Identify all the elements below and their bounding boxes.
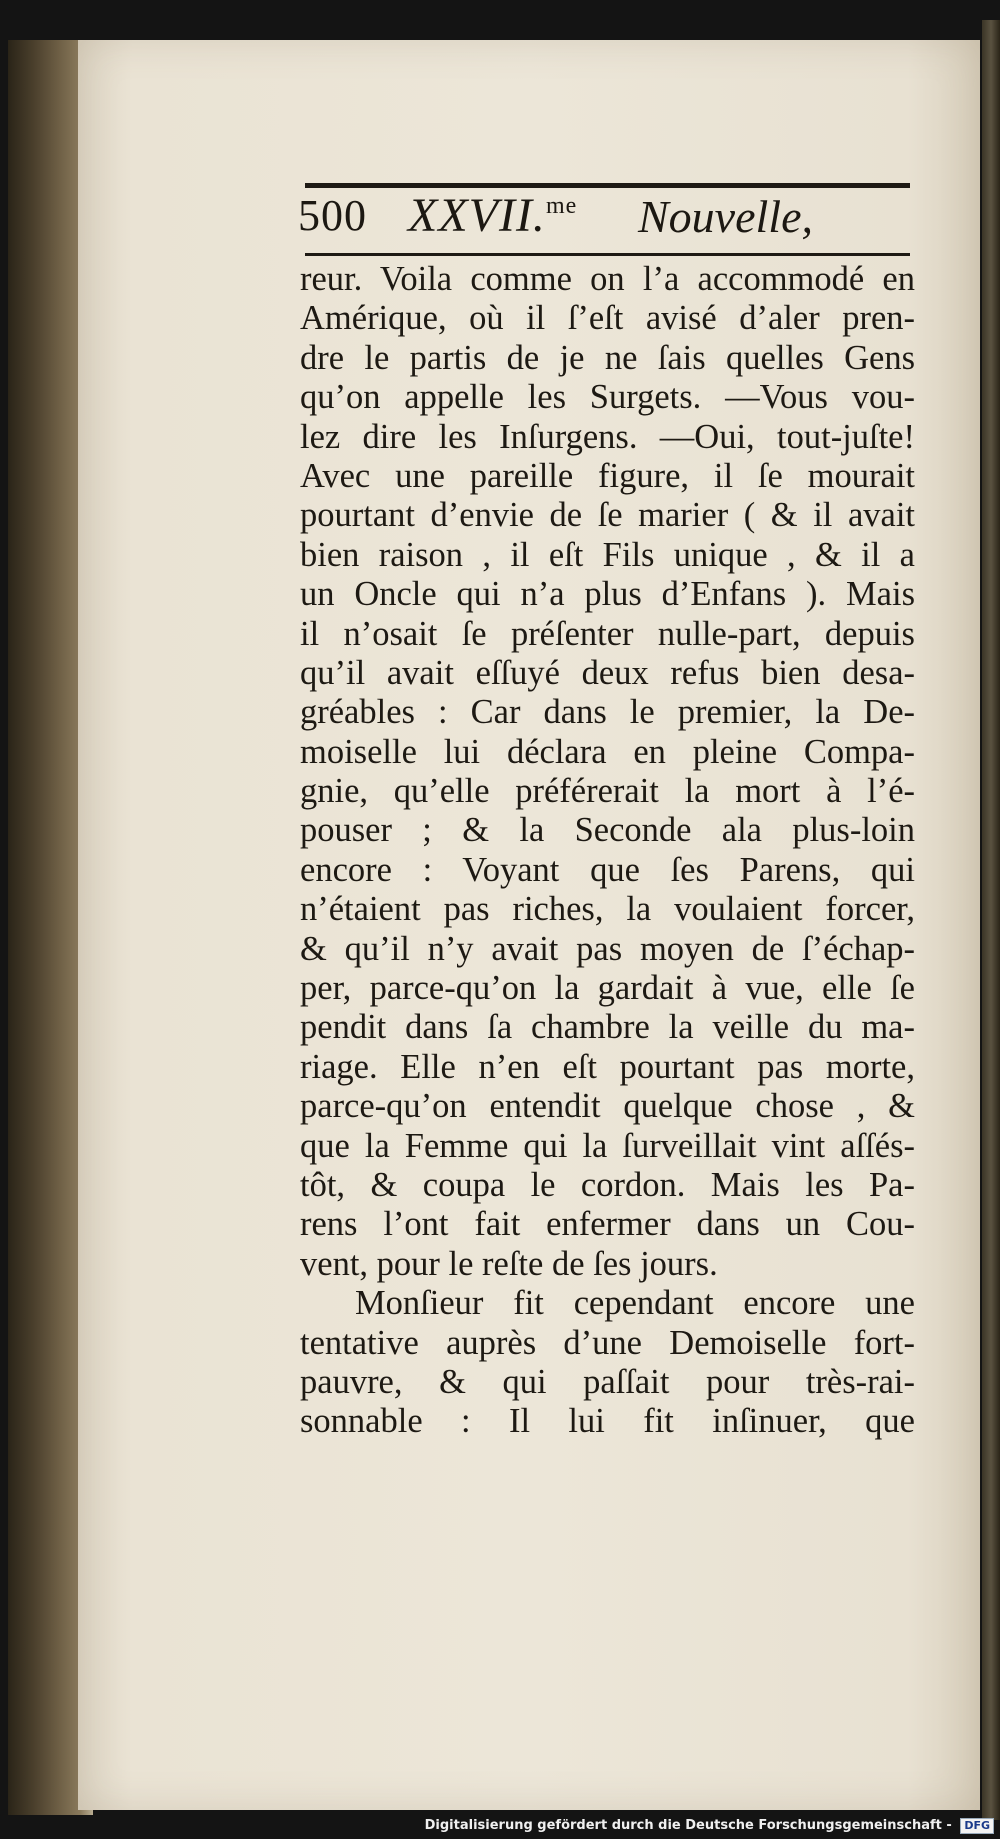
text-line: qu’on appelle les Surgets. —Vous vou-	[300, 378, 915, 417]
text-line: pourtant d’envie de ſe marier ( & il avait	[300, 496, 915, 535]
running-head	[298, 186, 918, 252]
text-line: Amérique, où il ſ’eſt avisé d’aler pren-	[300, 299, 915, 338]
chapter-numeral: XXVII.	[408, 189, 546, 242]
page-edge	[982, 20, 1000, 1820]
text-line: un Oncle qui n’a plus d’Enfans ). Mais	[300, 575, 915, 614]
page-number: 500	[298, 191, 367, 240]
text-line: pauvre, & qui paſſait pour très-rai-	[300, 1362, 915, 1401]
text-line: Avec une pareille figure, il ſe mourait	[300, 456, 915, 495]
header-rule-bottom	[305, 253, 910, 256]
text-line: riage. Elle n’en eſt pourtant pas morte,	[300, 1047, 915, 1086]
text-line: per, parce-qu’on la gardait à vue, elle ſe	[300, 969, 915, 1008]
digitization-credit	[425, 1815, 994, 1837]
text-line: lez dire les Inſurgens. —Oui, tout-juſte!	[300, 417, 915, 456]
text-line: pendit dans ſa chambre la veille du ma-	[300, 1008, 915, 1047]
text-line: gnie, qu’elle préférerait la mort à l’é-	[300, 772, 915, 811]
text-line: bien raison , il eſt Fils unique , & il a	[300, 535, 915, 574]
text-line: moiselle lui déclara en pleine Compa-	[300, 732, 915, 771]
text-line: sonnable : Il lui fit inſinuer, que	[300, 1402, 915, 1441]
text-line: parce-qu’on entendit quelque chose , &	[300, 1087, 915, 1126]
credit-text: Digitalisierung gefördert durch die Deutsche Forschungsgemeinschaft -	[424, 1818, 952, 1833]
text-line: qu’il avait eſſuyé deux refus bien desa-	[300, 653, 915, 692]
text-line: dre le partis de je ne ſais quelles Gens	[300, 338, 915, 377]
text-line: vent, pour le reſte de ſes jours.	[300, 1244, 718, 1283]
body-text	[300, 260, 915, 1442]
text-line: & qu’il n’y avait pas moyen de ſ’échap-	[300, 929, 915, 968]
text-line: pouser ; & la Seconde ala plus-loin	[300, 811, 915, 850]
running-title: Nouvelle,	[638, 191, 813, 242]
text-line: tentative auprès d’une Demoiselle fort-	[300, 1323, 915, 1362]
text-line: encore : Voyant que ſes Parens, qui	[300, 850, 915, 889]
text-line: que la Femme qui la ſurveillait vint aſſés-	[300, 1126, 915, 1165]
chapter-superscript: me	[545, 193, 578, 219]
dfg-logo: DFG	[960, 1818, 994, 1834]
chapter-number	[408, 188, 577, 243]
text-line: il n’osait ſe préſenter nulle-part, depuis	[300, 614, 915, 653]
text-line: n’étaient pas riches, la voulaient forcer,	[300, 890, 915, 929]
text-line: gréables : Car dans le premier, la De-	[300, 693, 915, 732]
text-line: rens l’ont fait enfermer dans un Cou-	[300, 1205, 915, 1244]
text-line: tôt, & coupa le cordon. Mais les Pa-	[300, 1165, 915, 1204]
text-line: reur. Voila comme on l’a accommodé en	[300, 260, 915, 298]
paragraph-first-line: Monſieur fit cependant encore une	[355, 1284, 915, 1323]
